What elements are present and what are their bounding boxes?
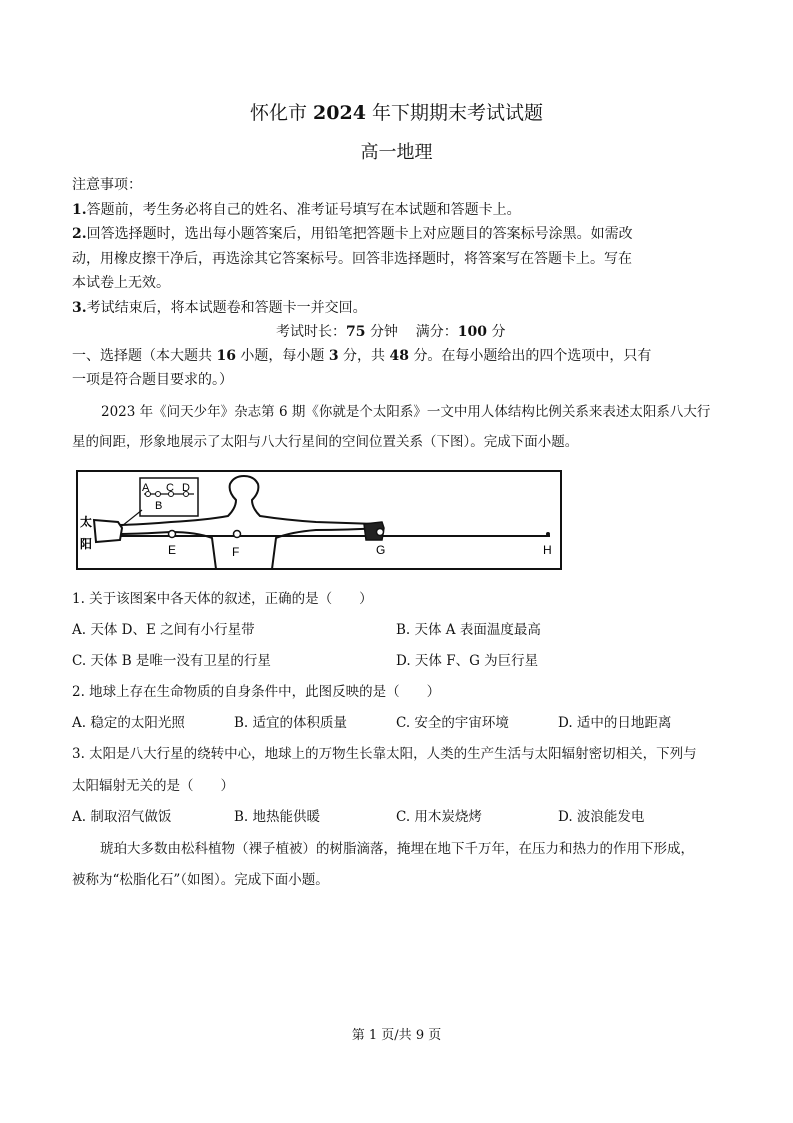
question-2-stem: 2. 地球上存在生命物质的自身条件中，此图反映的是（ ） <box>72 684 441 700</box>
note-1: 1.答题前，考生务必将自己的姓名、准考证号填写在本试题和答题卡上。 <box>72 202 521 218</box>
question-2-option-c: C. 安全的宇宙环境 <box>396 715 509 731</box>
page-footer: 第 1 页/共 9 页 <box>351 1028 442 1043</box>
passage1-line2: 星的间距，形象地展示了太阳与八大行星间的空间位置关系（下图）。完成下面小题。 <box>72 434 579 450</box>
sun-label-1: 太 <box>80 515 93 529</box>
question-1-option-b: B. 天体 A 表面温度最高 <box>396 622 541 638</box>
label-c: C <box>166 482 174 494</box>
label-a: A <box>142 482 150 494</box>
left-hand <box>94 520 122 542</box>
planet-b <box>156 492 161 497</box>
planet-f <box>234 531 241 538</box>
planet-g <box>377 529 384 536</box>
note-2-line2: 动，用橡皮擦干净后，再选涂其它答案标号。回答非选择题时，将答案写在答题卡上。写在 <box>72 251 632 267</box>
exam-title: 怀化市 2024 年下期期末考试试题 <box>249 102 543 124</box>
question-1-option-c: C. 天体 B 是唯一没有卫星的行星 <box>72 653 271 669</box>
question-3-option-d: D. 波浪能发电 <box>558 809 645 825</box>
notes-heading: 注意事项： <box>72 177 142 193</box>
question-3-stem-line1: 3. 太阳是八大行星的绕转中心，地球上的万物生长靠太阳，人类的生产生活与太阳辐射密切相关，下列与 <box>72 746 697 762</box>
note-2-line3: 本试卷上无效。 <box>72 275 170 291</box>
note-3: 3.考试结束后，将本试题卷和答题卡一并交回。 <box>72 300 367 316</box>
question-1-option-d: D. 天体 F、G 为巨行星 <box>396 653 539 669</box>
subject-title: 高一地理 <box>360 142 433 163</box>
section1-heading-line2: 一项是符合题目要求的。） <box>72 372 233 388</box>
passage2-line1: 琥珀大多数由松科植物（裸子植被）的树脂滴落，掩埋在地下千万年，在压力和热力的作用下形成， <box>100 841 694 857</box>
label-f: F <box>232 545 240 559</box>
label-g: G <box>376 543 386 557</box>
exam-info: 考试时长：75 分钟 满分：100 分 <box>276 324 506 340</box>
label-b: B <box>155 500 163 512</box>
planet-h <box>546 532 550 536</box>
question-3-option-b: B. 地热能供暖 <box>234 809 321 825</box>
planet-e <box>169 531 176 538</box>
question-2-option-d: D. 适中的日地距离 <box>558 715 672 731</box>
label-h: H <box>543 543 552 557</box>
section1-heading-line1: 一、选择题（本大题共 16 小题，每小题 3 分，共 48 分。在每小题给出的四个选项中，只有 <box>72 348 652 364</box>
question-3-option-a: A. 制取沼气做饭 <box>72 809 172 825</box>
label-d: D <box>182 482 190 494</box>
question-3-option-c: C. 用木炭烧烤 <box>396 809 482 825</box>
question-2-option-a: A. 稳定的太阳光照 <box>72 715 185 731</box>
label-e: E <box>168 543 177 557</box>
question-1-stem: 1. 关于该图案中各天体的叙述，正确的是（ ） <box>72 591 373 607</box>
solar-system-body-figure <box>76 470 562 570</box>
question-1-option-a: A. 天体 D、E 之间有小行星带 <box>72 622 255 638</box>
sun-label-2: 阳 <box>80 537 93 551</box>
question-3-stem-line2: 太阳辐射无关的是（ ） <box>72 778 234 794</box>
passage1-line1: 2023 年《问天少年》杂志第 6 期《你就是个太阳系》一文中用人体结构比例关系来表述太阳系八大行 <box>101 404 711 420</box>
note-2-line1: 2.回答选择题时，选出每小题答案后，用铅笔把答题卡上对应题目的答案标号涂黑。如需改 <box>72 226 633 242</box>
passage2-line2: 被称为“松脂化石”（如图）。完成下面小题。 <box>72 872 329 888</box>
question-2-option-b: B. 适宜的体积质量 <box>234 715 348 731</box>
